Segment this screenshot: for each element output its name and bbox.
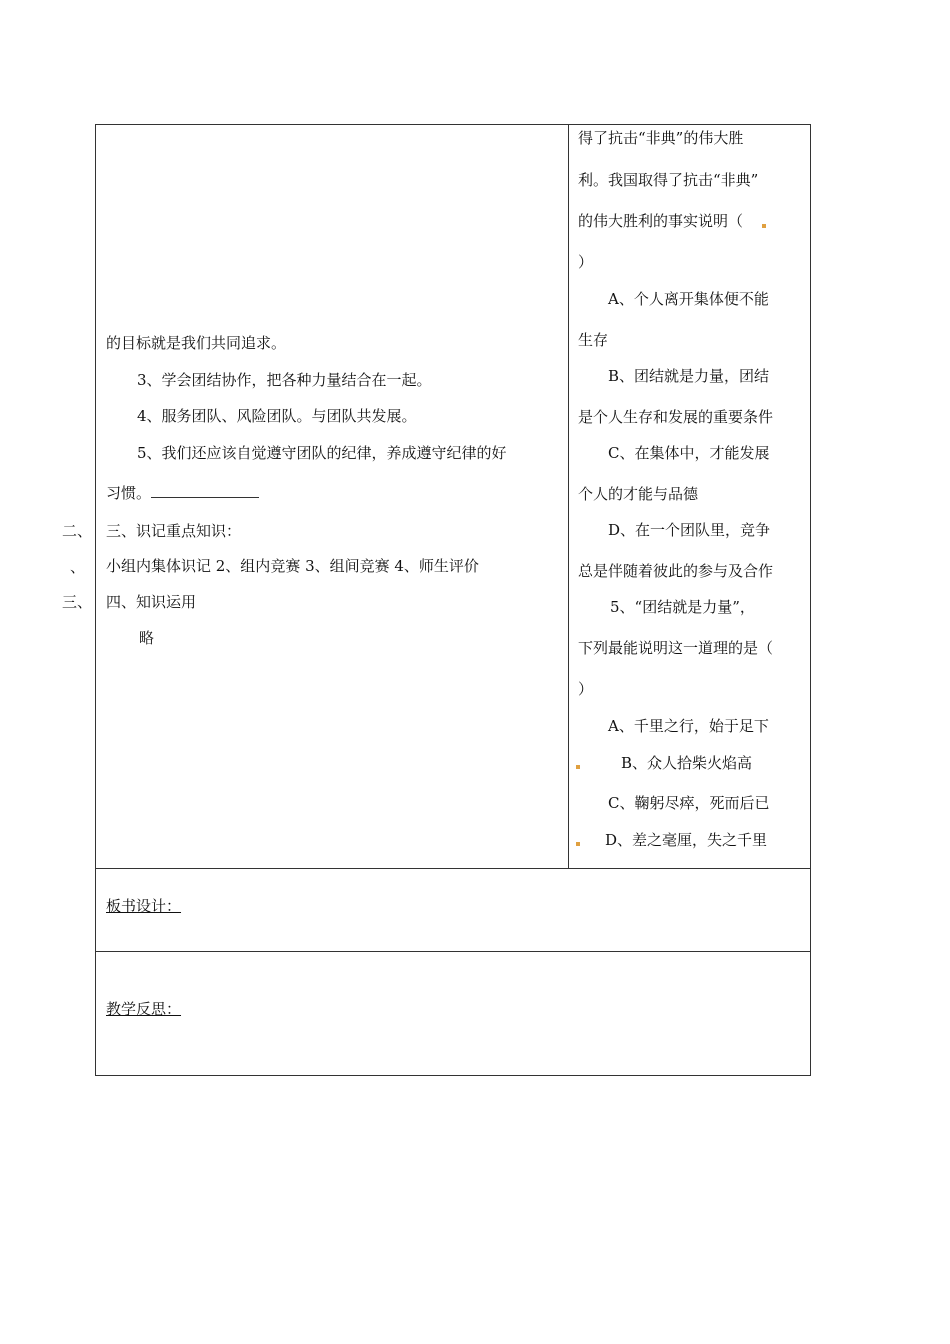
right-line-4: ）: [578, 253, 594, 271]
right-line-1: 得了抗击“非典”的伟大胜: [578, 129, 744, 147]
question5-line-1: 5、“团结就是力量”，: [610, 598, 755, 616]
marker-dot: [762, 224, 766, 228]
row-divider-board: [95, 868, 811, 869]
option-b-line-2: 是个人生存和发展的重要条件: [578, 408, 774, 426]
section3-heading: 三、识记重点知识：: [106, 522, 242, 540]
q5-option-c: C、鞠躬尽瘁，死而后已: [608, 794, 770, 812]
question5-line-3: ）: [578, 680, 594, 698]
question5-line-2: 下列最能说明这一道理的是（: [578, 639, 774, 657]
margin-label-two: 二、: [62, 522, 93, 540]
margin-label-three: 三、: [62, 593, 93, 611]
left-line-1: 的目标就是我们共同追求。: [106, 334, 287, 352]
left-line-4: 5、我们还应该自觉遵守团队的纪律，养成遵守纪律的好: [137, 444, 507, 462]
q5-option-a: A、千里之行，始于足下: [608, 717, 769, 735]
left-line-5: [106, 483, 259, 503]
option-a-line-1: A、个人离开集体便不能: [608, 290, 769, 308]
marker-dot: [576, 765, 580, 769]
fill-in-blank: [151, 483, 259, 498]
board-design-label: 板书设计：: [106, 897, 182, 915]
row-divider-reflection: [95, 951, 811, 952]
left-line-2: 3、学会团结协作，把各种力量结合在一起。: [137, 371, 432, 389]
option-c-line-2: 个人的才能与品德: [578, 485, 699, 503]
left-line-5-text: 习惯。: [106, 484, 152, 502]
option-a-line-2: 生存: [578, 331, 609, 349]
right-line-2: 利。我国取得了抗击“非典”: [578, 171, 759, 189]
option-c-line-1: C、在集体中，才能发展: [608, 444, 770, 462]
marker-dot: [576, 842, 580, 846]
section4-body: 略: [139, 629, 155, 647]
section4-heading: 四、知识运用: [106, 593, 197, 611]
section3-body: 小组内集体识记 2、组内竞赛 3、组间竞赛 4、师生评价: [106, 557, 479, 575]
option-d-line-2: 总是伴随着彼此的参与及合作: [578, 562, 774, 580]
teaching-reflection-label: 教学反思：: [106, 1000, 182, 1018]
margin-label-sep: 、: [70, 558, 86, 576]
q5-option-b: B、众人拾柴火焰高: [621, 754, 753, 772]
option-d-line-1: D、在一个团队里，竞争: [608, 521, 771, 539]
q5-option-d: D、差之毫厘，失之千里: [605, 831, 768, 849]
left-line-3: 4、服务团队、风险团队。与团队共发展。: [137, 407, 417, 425]
right-line-3: 的伟大胜利的事实说明（: [578, 212, 744, 230]
column-divider: [568, 124, 569, 869]
option-b-line-1: B、团结就是力量，团结: [608, 367, 770, 385]
